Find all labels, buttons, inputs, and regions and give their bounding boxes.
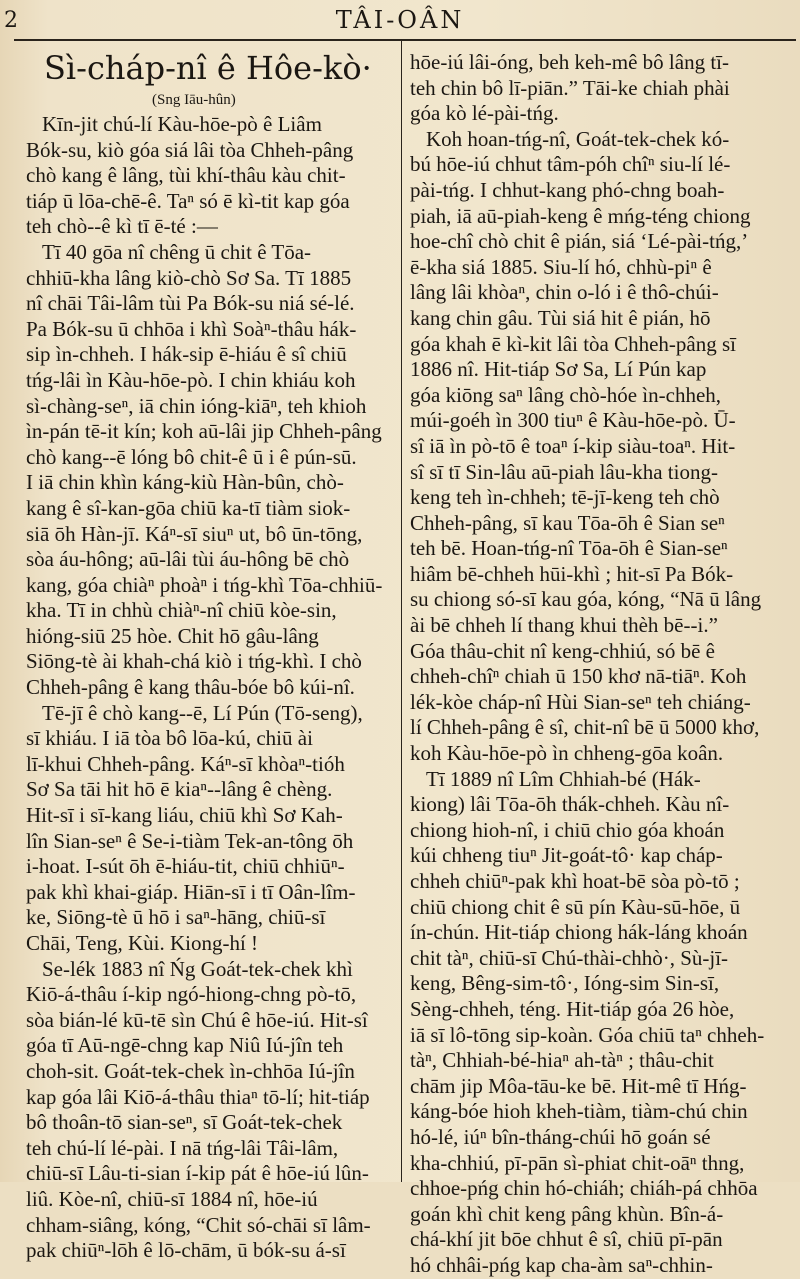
text-line: I iā chin khìn káng-kiù Hàn-bûn, chò-	[26, 470, 344, 495]
text-line: goán khì chit keng pâng khùn. Bîn-á-	[410, 1201, 724, 1226]
text-line: káng-bóe hioh kheh-tiàm, tiàm-chú chin	[410, 1099, 748, 1124]
text-line: i-hoat. I-sút ōh ē-hiáu-tit, chiū chhiūⁿ-	[26, 854, 345, 879]
text-line: sòa áu-hông; aū-lâi tùi áu-hông bē chò	[26, 547, 350, 572]
text-line: chām jip Môa-tāu-ke bē. Hit-mê tī Hńg-	[410, 1073, 747, 1098]
text-line: chò kang ê lâng, tùi khí-thâu kàu chit-	[26, 163, 346, 188]
text-line: ke, Siōng-tè ū hō i saⁿ-hāng, chiū-sī	[26, 905, 326, 930]
header-rule	[14, 39, 796, 41]
text-line: Siōng-tè ài khah-chá kiò i tńg-khì. I chò	[26, 649, 362, 674]
text-line: chit tàⁿ, chiū-sī Chú-thài-chhò·, Sù-jī-	[410, 945, 729, 970]
text-line: hó-lé, iúⁿ bîn-tháng-chúi hō goán sé	[410, 1124, 711, 1149]
text-line: siā ōh Hàn-jī. Káⁿ-sī siuⁿ ut, bô ūn-tōng,	[26, 521, 363, 546]
text-line: tiáp ū lōa-chē-ê. Taⁿ só ē kì-tit kap góa	[26, 188, 350, 213]
text-line: Hit-sī i sī-kang liáu, chiū khì Sơ Kah-	[26, 803, 343, 828]
text-line: keng, Bêng-sim-tô·, Ióng-sim Sin-sī,	[410, 971, 720, 996]
text-line: teh chú-lí lé-pài. I nā tńg-lâi Tâi-lâm,	[26, 1135, 339, 1160]
text-line: kha-chhiú, pī-pān sì-phiat chit-oāⁿ thng,	[410, 1150, 745, 1175]
text-line: Chheh-pâng ê kang thâu-bóe bô kúi-nî.	[26, 675, 355, 700]
text-line: tàⁿ, Chhiah-bé-hiaⁿ ah-tàⁿ ; thâu-chit	[410, 1048, 714, 1073]
text-line: Se-lék 1883 nî Ńg Goát-tek-chek khì	[42, 956, 353, 981]
text-line: chò kang--ē lóng bô chit-ê ū i ê pún-sū.	[26, 444, 357, 469]
text-line: góa khah ē kì-kit lâi tòa Chheh-pâng sī	[410, 331, 737, 356]
text-line: hó chhâi-pńg kap cha-àm saⁿ-chhin-	[410, 1252, 713, 1277]
text-line: múi-goéh ìn 300 tiuⁿ ê Kàu-hōe-pò. Ū-	[410, 408, 736, 433]
text-line: kang ê sî-kan-gōa chiū ka-tī tiàm siok-	[26, 495, 351, 520]
text-line: chheh chiūⁿ-pak khì hoat-bē sòa pò-tō ;	[410, 869, 740, 893]
text-line: sî sī tī Sin-lâu aū-piah lâu-kha tiong-	[410, 459, 718, 484]
text-line: chiū chiong chit ê sū pín Kàu-sū-hōe, ū	[410, 894, 741, 919]
text-line: lí Chheh-pâng ê sî, chit-nî bē ū 5000 khơ,	[410, 715, 760, 740]
text-line: Pa Bók-su ū chhōa i khì Soàⁿ-thâu hák-	[26, 316, 357, 341]
text-line: Tī 1889 nî Lîm Chhiah-bé (Hák-	[426, 766, 701, 791]
text-line: nî chāi Tâi-lâm tùi Pa Bók-su niá sé-lé.	[26, 291, 355, 316]
text-line: ē-kha siá 1885. Siu-lí hó, chhù-piⁿ ê	[410, 254, 712, 279]
text-line: chiong hioh-nî, i chiū chio góa khoán	[410, 817, 725, 842]
text-line: pak chiūⁿ-lōh ê lō-chām, ū bók-su á-sī	[26, 1238, 346, 1263]
text-line: lîn Sian-seⁿ ê Se-i-tiàm Tek-an-tông ōh	[26, 828, 354, 853]
text-line: bú hōe-iú chhut tâm-póh chîⁿ siu-lí lé-	[410, 152, 731, 177]
text-line: sî iā ìn pò-tō ê toaⁿ í-kip siàu-toaⁿ. Hit-	[410, 433, 736, 458]
text-line: hoe-chî chò chit ê pián, siá ‘Lé-pài-tńg,’	[410, 229, 749, 254]
page-number: 2	[4, 8, 18, 33]
text-line: Kiō-á-thâu í-kip ngó-hiong-chng pò-tō,	[26, 982, 357, 1007]
text-line: sip ìn-chheh. I hák-sip ē-hiáu ê sî chiū	[26, 342, 347, 367]
text-line: lâng lâi khòaⁿ, chin o-ló i ê thô-chúi-	[410, 280, 719, 305]
text-line: kang chin gâu. Tùi siá hit ê pián, hō	[410, 305, 711, 330]
text-line: chá-khí jit bōe chhut ê sî, chiū pī-pān	[410, 1227, 723, 1252]
text-line: Bók-su, kiò góa siá lâi tòa Chheh-pâng	[26, 137, 354, 162]
text-line: Chheh-pâng, sī kau Tōa-ōh ê Sian seⁿ	[410, 510, 725, 535]
text-line: 1886 nî. Hit-tiáp Sơ Sa, Lí Pún kap	[410, 357, 707, 382]
text-line: iā sī lô-tōng sip-koàn. Góa chiū taⁿ chheh-	[410, 1022, 765, 1047]
text-line: sì-chàng-seⁿ, iā chin ióng-kiāⁿ, teh khioh	[26, 393, 367, 418]
text-line: pài-tńg. I chhut-kang phó-chng boah-	[410, 177, 725, 202]
text-line: chiū-sī Lâu-ti-sian í-kip pát ê hōe-iú lûn-	[26, 1161, 369, 1186]
text-line: Kīn-jit chú-lí Kàu-hōe-pò ê Liâm	[42, 112, 322, 136]
text-line: liû. Kòe-nî, chiū-sī 1884 nî, hōe-iú	[26, 1186, 318, 1211]
text-line: Tī 40 gōa nî chêng ū chit ê Tōa-	[42, 239, 312, 264]
text-line: hōe-iú lâi-óng, beh keh-mê bô lâng tī-	[410, 50, 729, 74]
text-line: kúi chheng tiuⁿ Jit-goát-tô· kap cháp-	[410, 843, 723, 868]
text-line: Tē-jī ê chò kang--ē, Lí Pún (Tō-seng),	[42, 700, 363, 725]
text-line: su chiong só-sī kau góa, kóng, “Nā ū lâng	[410, 587, 762, 612]
text-line: Chāi, Teng, Kùi. Kiong-hí !	[26, 931, 259, 955]
text-line: Góa thâu-chit nî keng-chhiú, só bē ê	[410, 638, 715, 663]
column-divider	[401, 40, 402, 1182]
right-column	[410, 50, 798, 1279]
text-line: keng teh ìn-chheh; tē-jī-keng teh chò	[410, 485, 720, 510]
text-line: chheh-chîⁿ chiah ū 150 khơ nā-tiāⁿ. Koh	[410, 664, 747, 689]
text-line: kang, góa chiàⁿ phoàⁿ i tńg-khì Tōa-chhiū-	[26, 572, 383, 597]
text-line: kha. Tī in chhù chiàⁿ-nî chiū kòe-sin,	[26, 598, 337, 623]
running-title: TÂI-OÂN	[335, 6, 465, 34]
page-header	[0, 0, 800, 40]
article-byline: (Sng Iāu-hûn)	[152, 92, 236, 108]
text-line: ìn-pán tē-it kín; koh aū-lâi jip Chheh-pâng	[26, 419, 382, 444]
text-line: pak khì khai-giáp. Hiān-sī i tī Oân-lîm-	[26, 879, 356, 904]
text-line: hióng-siū 25 hòe. Chit hō gâu-lâng	[26, 623, 319, 648]
text-line: kiong) lâi Tōa-ōh thák-chheh. Kàu nî-	[410, 792, 730, 817]
text-line: lī-khui Chheh-pâng. Káⁿ-sī khòaⁿ-tióh	[26, 751, 345, 776]
text-line: chhiū-kha lâng kiò-chò Sơ Sa. Tī 1885	[26, 265, 352, 290]
text-line: piah, iā aū-piah-keng ê mńg-téng chiong	[410, 203, 751, 228]
text-line: góa kiōng saⁿ lâng chò-hóe ìn-chheh,	[410, 382, 722, 407]
text-line: lék-kòe cháp-nî Hùi Sian-seⁿ teh chiáng-	[410, 689, 751, 714]
text-line: chhoe-pńg chin hó-chiáh; chiáh-pá chhōa	[410, 1176, 758, 1201]
text-line: tńg-lâi ìn Kàu-hōe-pò. I chin khiáu koh	[26, 367, 356, 392]
text-line: koh Kàu-hōe-pò ìn chheng-gōa koân.	[410, 741, 724, 766]
text-line: Sèng-chheh, téng. Hit-tiáp góa 26 hòe,	[410, 996, 735, 1021]
text-line: kap góa lâi Kiō-á-thâu thiaⁿ tō-lí; hit-tiáp	[26, 1084, 370, 1109]
text-line: choh-sit. Goát-tek-chek ìn-chhōa Iú-jîn	[26, 1058, 355, 1083]
text-line: góa kò lé-pài-tńg.	[410, 101, 559, 126]
text-line: ín-chún. Hit-tiáp chiong hák-láng khoán	[410, 920, 748, 945]
left-column	[26, 44, 398, 1264]
text-line: teh bē. Hoan-tńg-nî Tōa-ōh ê Sian-seⁿ	[410, 536, 728, 561]
text-line: ài bē chheh lí thang khui thèh bē--i.”	[410, 613, 718, 638]
text-line: sī khiáu. I iā tòa bô lōa-kú, chiū ài	[26, 726, 313, 751]
article-title: Sì-cháp-nî ê Hôe-kò·	[44, 49, 372, 87]
text-line: góa tī Aū-ngē-chng kap Niû Iú-jîn teh	[26, 1033, 344, 1058]
text-line: Sơ Sa tāi hit hō ē kiaⁿ--lâng ê chèng.	[26, 777, 333, 802]
text-line: teh chò--ê kì tī ē-té :—	[26, 214, 218, 239]
text-line: sòa bián-lé kū-tē sìn Chú ê hōe-iú. Hit-sî	[26, 1007, 368, 1032]
text-line: hiâm bē-chheh hūi-khì ; hit-sī Pa Bók-	[410, 561, 734, 586]
text-line: teh chin bô lī-piān.” Tāi-ke chiah phài	[410, 75, 730, 100]
text-line: bô thoân-tō sian-seⁿ, sī Goát-tek-chek	[26, 1110, 343, 1135]
text-line: chham-siâng, kóng, “Chit só-chāi sī lâm-	[26, 1212, 371, 1237]
text-line: Koh hoan-tńg-nî, Goát-tek-chek kó-	[426, 126, 730, 151]
